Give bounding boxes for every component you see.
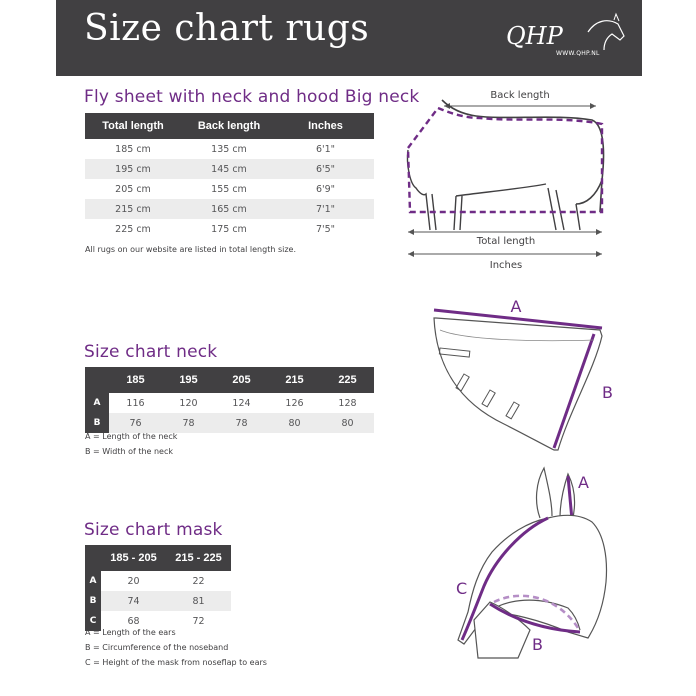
column-header: 225	[321, 367, 374, 393]
table-row	[85, 179, 374, 199]
table-cell: 20	[101, 571, 166, 591]
neck-label-b: B	[602, 383, 613, 402]
inches-label: Inches	[489, 260, 523, 271]
column-header: 215 - 225	[166, 545, 231, 571]
fly-sheet-note: All rugs on our website are listed in total length size.	[85, 245, 296, 254]
table-cell: 205 cm	[85, 179, 181, 199]
mask-label-a: A	[578, 473, 589, 492]
mask-diagram	[448, 462, 618, 662]
table-cell: 6'1"	[277, 139, 374, 159]
table-cell: 81	[166, 591, 231, 611]
fly-sheet-outline	[408, 108, 602, 212]
total-length-label: Total length	[476, 236, 536, 247]
table-cell: 215 cm	[85, 199, 181, 219]
table-cell: 80	[321, 413, 374, 433]
table-cell: 185 cm	[85, 139, 181, 159]
table-cell: 78	[215, 413, 268, 433]
column-header: Back length	[181, 113, 277, 139]
row-label: B	[85, 413, 109, 433]
column-header	[85, 545, 101, 571]
neck-title: Size chart neck	[84, 342, 218, 362]
mask-ear-left	[537, 468, 552, 518]
neck-diagram	[424, 290, 620, 460]
table-header-row	[85, 367, 374, 393]
table-row	[85, 199, 374, 219]
page-title: Size chart rugs	[84, 8, 370, 49]
table-cell: 22	[166, 571, 231, 591]
column-header: 205	[215, 367, 268, 393]
row-label: A	[85, 393, 109, 413]
table-cell: 155 cm	[181, 179, 277, 199]
mask-table	[85, 545, 231, 631]
table-cell: 135 cm	[181, 139, 277, 159]
table-cell: 74	[101, 591, 166, 611]
qhp-logo	[500, 10, 630, 60]
fly-sheet-table	[85, 113, 374, 239]
table-cell: 126	[268, 393, 321, 413]
table-cell: 195 cm	[85, 159, 181, 179]
table-cell: 80	[268, 413, 321, 433]
table-cell: 145 cm	[181, 159, 277, 179]
table-row	[85, 393, 374, 413]
table-row	[85, 571, 231, 591]
table-cell: 124	[215, 393, 268, 413]
table-cell: 128	[321, 393, 374, 413]
neck-note-b: B = Width of the neck	[85, 447, 174, 456]
neck-label-a: A	[510, 297, 522, 316]
table-cell: 165 cm	[181, 199, 277, 219]
row-label: C	[85, 611, 101, 631]
neck-table	[85, 367, 374, 433]
mask-title: Size chart mask	[84, 520, 223, 540]
table-cell: 72	[166, 611, 231, 631]
table-row	[85, 219, 374, 239]
table-cell: 76	[109, 413, 162, 433]
table-row	[85, 591, 231, 611]
neck-note-a: A = Length of the neck	[85, 432, 178, 441]
table-cell: 7'5"	[277, 219, 374, 239]
logo-text: QHP	[506, 22, 563, 50]
mask-note-c: C = Height of the mask from noseflap to ears	[85, 658, 267, 667]
column-header: Total length	[85, 113, 181, 139]
logo-url: WWW.QHP.NL	[556, 50, 600, 57]
row-label: A	[85, 571, 101, 591]
mask-label-c: C	[456, 579, 468, 598]
table-header-row	[85, 113, 374, 139]
horse-rug-diagram	[396, 84, 616, 274]
back-length-label: Back length	[490, 90, 550, 101]
table-cell: 120	[162, 393, 215, 413]
fly-sheet-title: Fly sheet with neck and hood Big neck	[84, 87, 420, 107]
mask-note-b: B = Circumference of the noseband	[85, 643, 229, 652]
column-header: Inches	[277, 113, 374, 139]
mask-note-a: A = Length of the ears	[85, 628, 176, 637]
column-header: 195	[162, 367, 215, 393]
table-row	[85, 139, 374, 159]
mask-label-b: B	[532, 635, 543, 654]
table-header-row	[85, 545, 231, 571]
table-cell: 6'5"	[277, 159, 374, 179]
table-row	[85, 159, 374, 179]
table-cell: 7'1"	[277, 199, 374, 219]
column-header: 215	[268, 367, 321, 393]
table-row	[85, 413, 374, 433]
table-cell: 225 cm	[85, 219, 181, 239]
table-cell: 68	[101, 611, 166, 631]
table-cell: 78	[162, 413, 215, 433]
column-header: 185	[109, 367, 162, 393]
table-cell: 116	[109, 393, 162, 413]
column-header	[85, 367, 109, 393]
row-label: B	[85, 591, 101, 611]
table-cell: 175 cm	[181, 219, 277, 239]
table-cell: 6'9"	[277, 179, 374, 199]
column-header: 185 - 205	[101, 545, 166, 571]
header-banner	[56, 0, 642, 76]
